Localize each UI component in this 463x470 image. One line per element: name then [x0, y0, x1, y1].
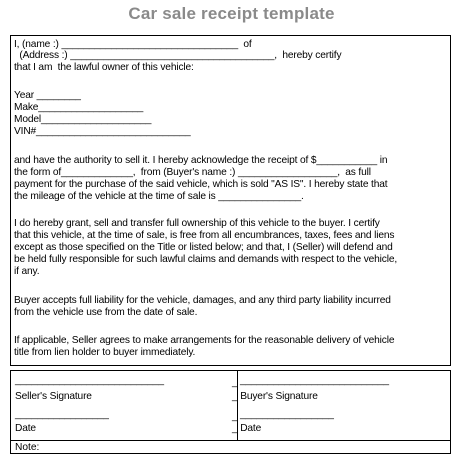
- document-title: Car sale receipt template: [128, 4, 335, 23]
- dash-mark: _: [232, 411, 238, 422]
- liability-text-line-1: Buyer accepts full liability for the vehicle, damages, and any third party liability incurred: [14, 295, 391, 306]
- payment-text-line-1: and have the authority to sell it. I hereby acknowledge the receipt of $___________ in: [14, 155, 388, 166]
- owner-statement-line: that I am the lawful owner of this vehicle:: [14, 62, 194, 73]
- vehicle-year-line: Year ________: [14, 90, 81, 101]
- buyer-signature-line[interactable]: ___________________________: [240, 375, 389, 386]
- payment-text-line-3: payment for the purchase of the said vehicle, which is sold "AS IS". I hereby state that: [14, 179, 388, 190]
- liability-text-line-2: from the vehicle use from the date of sale.: [14, 307, 198, 318]
- seller-signature-label: Seller's Signature: [15, 391, 92, 402]
- delivery-text-line-2: title from lien holder to buyer immediately.: [14, 347, 196, 358]
- vehicle-vin-line: VIN#____________________________: [14, 126, 191, 137]
- payment-text-line-4: the mileage of the vehicle at the time of sale is _______________.: [14, 191, 304, 202]
- buyer-date-label: _ Date: [232, 423, 262, 434]
- transfer-text-line-2: that this vehicle, at the time of sale, is free from all encumbrances, taxes, fees and liens: [14, 230, 395, 241]
- vehicle-make-line: Make___________________: [14, 102, 144, 113]
- buyer-signature-label: _ Buyer's Signature: [232, 391, 318, 402]
- buyer-date-line[interactable]: _________________: [240, 409, 334, 420]
- transfer-text-line-5: if any.: [14, 266, 40, 277]
- seller-date-line[interactable]: _________________: [15, 409, 109, 420]
- vehicle-model-line: Model____________________: [14, 114, 152, 125]
- note-label: Note:: [15, 442, 40, 453]
- transfer-text-line-1: I do hereby grant, sell and transfer full ownership of this vehicle to the buyer. I certify: [14, 218, 380, 229]
- dash-mark: _: [232, 377, 238, 388]
- owner-name-line: I, (name :) ________________________________ of: [14, 39, 252, 50]
- seller-date-label: Date: [15, 423, 36, 434]
- delivery-text-line-1: If applicable, Seller agrees to make arrangements for the reasonable delivery of vehicle: [14, 335, 395, 346]
- seller-signature-line[interactable]: ___________________________: [15, 375, 164, 386]
- owner-address-line: (Address :) _____________________________________, hereby certify: [14, 50, 342, 61]
- transfer-text-line-4: be held fully responsible for such lawful claims and demands with respect to the vehicle,: [14, 254, 398, 265]
- note-row-divider: [11, 440, 450, 441]
- signature-table: [10, 370, 451, 454]
- payment-text-line-2: the form of_____________, from (Buyer's name :) __________________, as full: [14, 167, 371, 178]
- transfer-text-line-3: except as those specified on the Title or listed below; and that, I (Seller) will defend and: [14, 242, 393, 253]
